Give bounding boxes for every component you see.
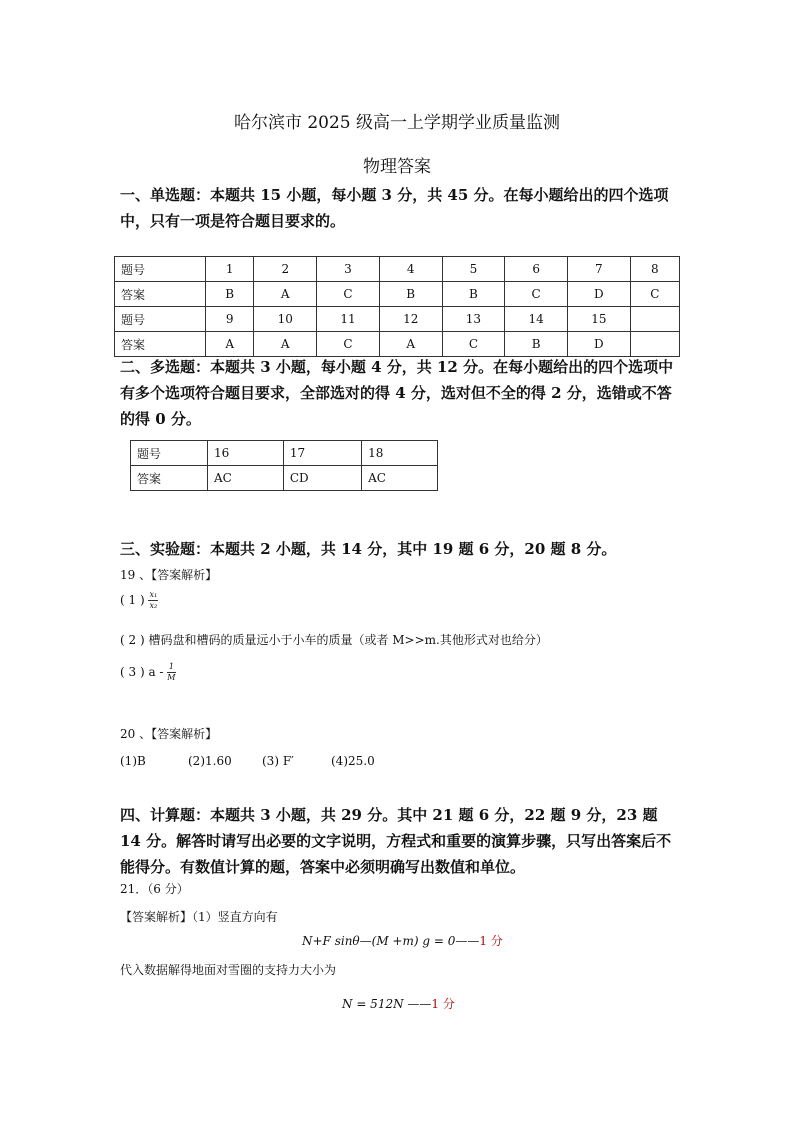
- table-cell: B: [442, 282, 505, 307]
- table-cell: 12: [379, 307, 442, 332]
- table-cell: AC: [362, 466, 438, 491]
- fraction-denominator: x₂: [149, 601, 158, 610]
- q21-equation-1: [302, 932, 503, 949]
- table-cell: 答案: [115, 282, 206, 307]
- table-cell: AC: [208, 466, 284, 491]
- fraction-numerator: 1: [168, 662, 174, 671]
- q21-title: 21．（6 分）: [120, 882, 189, 896]
- table-cell: B: [379, 282, 442, 307]
- fraction-denominator: M: [167, 673, 176, 682]
- section4-header: 四、计算题：本题共 3 小题，共 29 分。其中 21 题 6 分，22 题 9 分，23 题 14 分。解答时请写出必要的文字说明，方程式和重要的演算步骤，只写出答案后不能得分。有数值计算的题，答案中必须明确写出数值和单位。: [120, 806, 672, 876]
- table-cell: 1: [206, 257, 254, 282]
- q21-explanation-2: 代入数据解得地面对雪圈的支持力大小为: [120, 963, 337, 977]
- q19-fraction: [148, 590, 158, 611]
- q19-part1: [120, 590, 158, 611]
- score-label: 1 分: [431, 997, 455, 1011]
- table-cell: 15: [568, 307, 631, 332]
- table-row: [131, 441, 438, 466]
- table-cell: B: [505, 332, 568, 357]
- q20-answer-3: (3) F′: [262, 754, 294, 768]
- table-cell: 6: [505, 257, 568, 282]
- q20-answer-2: (2)1.60: [188, 754, 232, 768]
- q21-equation-2: [342, 995, 455, 1012]
- table-row: [115, 282, 680, 307]
- table-cell: C: [442, 332, 505, 357]
- q19-title: 19 、【答案解析】: [120, 568, 218, 582]
- table-cell: A: [254, 332, 317, 357]
- table-cell: 11: [317, 307, 380, 332]
- table-cell: 18: [362, 441, 438, 466]
- table-cell: [630, 332, 679, 357]
- equation-text: N+F sinθ—(M +m) g = 0——: [302, 934, 480, 948]
- table-cell: A: [379, 332, 442, 357]
- page-subtitle: 物理答案: [363, 157, 431, 177]
- table-cell: CD: [283, 466, 361, 491]
- table-row: [115, 332, 680, 357]
- table-cell: 16: [208, 441, 284, 466]
- table-cell: 答案: [131, 466, 208, 491]
- table-row: [115, 257, 680, 282]
- table-cell: D: [568, 282, 631, 307]
- table-cell: [630, 307, 679, 332]
- q19-part2: ( 2 ) 槽码盘和槽码的质量远小于小车的质量（或者 M>>m.其他形式对也给分）: [120, 633, 548, 647]
- multi-choice-table: [130, 440, 438, 491]
- table-cell: 14: [505, 307, 568, 332]
- section1-header: 一、单选题：本题共 15 小题，每小题 3 分，共 45 分。在每小题给出的四个选项中，只有一项是符合题目要求的。: [120, 186, 669, 230]
- table-cell: 题号: [131, 441, 208, 466]
- section3-header: 三、实验题：本题共 2 小题，共 14 分，其中 19 题 6 分，20 题 8 分。: [120, 540, 617, 558]
- table-cell: 题号: [115, 257, 206, 282]
- table-cell: C: [505, 282, 568, 307]
- table-cell: 5: [442, 257, 505, 282]
- equation-text: N = 512N ——: [342, 997, 432, 1011]
- fraction-numerator: x₁: [149, 590, 158, 599]
- table-cell: 13: [442, 307, 505, 332]
- table-cell: 答案: [115, 332, 206, 357]
- table-cell: 9: [206, 307, 254, 332]
- q19-part3-label: ( 3 ) a -: [120, 665, 164, 679]
- q21-explanation-1: 【答案解析】（1）竖直方向有: [120, 910, 278, 924]
- table-cell: 10: [254, 307, 317, 332]
- table-cell: B: [206, 282, 254, 307]
- table-cell: 题号: [115, 307, 206, 332]
- q20-title: 20 、【答案解析】: [120, 727, 218, 741]
- page-title: 哈尔滨市 2025 级高一上学期学业质量监测: [233, 113, 561, 133]
- q20-answer-1: (1)B: [120, 754, 146, 768]
- table-cell: C: [317, 332, 380, 357]
- q19-part1-label: ( 1 ): [120, 593, 145, 607]
- table-cell: 17: [283, 441, 361, 466]
- table-cell: D: [568, 332, 631, 357]
- score-label: 1 分: [479, 934, 503, 948]
- table-row: [131, 466, 438, 491]
- table-cell: A: [206, 332, 254, 357]
- table-cell: 2: [254, 257, 317, 282]
- table-cell: 3: [317, 257, 380, 282]
- q19-part3-fraction: [167, 662, 175, 683]
- table-cell: 4: [379, 257, 442, 282]
- table-cell: 7: [568, 257, 631, 282]
- q20-answer-4: (4)25.0: [331, 754, 375, 768]
- table-cell: 8: [630, 257, 679, 282]
- table-cell: C: [630, 282, 679, 307]
- single-choice-table: [114, 256, 680, 357]
- table-cell: C: [317, 282, 380, 307]
- q19-part3: [120, 662, 176, 683]
- table-cell: A: [254, 282, 317, 307]
- section2-header: 二、多选题：本题共 3 小题，每小题 4 分，共 12 分。在每小题给出的四个选项中有多个选项符合题目要求，全部选对的得 4 分，选对但不全的得 2 分，选错或不答的得 0 分。: [120, 358, 674, 428]
- table-row: [115, 307, 680, 332]
